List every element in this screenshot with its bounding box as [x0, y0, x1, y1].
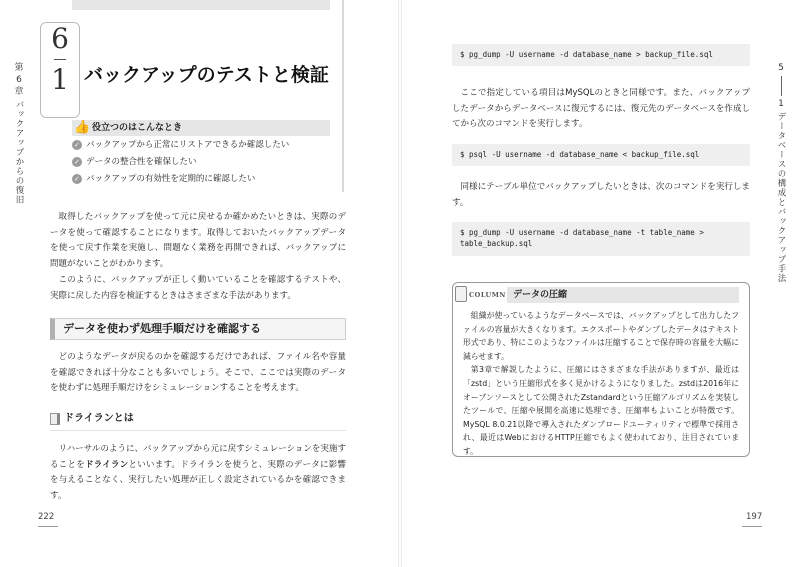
header-bar — [72, 0, 330, 10]
useful-item-text: バックアップの有効性を定期的に確認したい — [86, 174, 256, 184]
code-block-table-dump: $ pg_dump -U username -d database_name -t table_name > table_backup.sql — [452, 222, 750, 256]
code-block-pg-dump: $ pg_dump -U username -d database_name > backup_file.sql — [452, 44, 750, 66]
useful-heading-text: 役立つのはこんなとき — [92, 123, 183, 133]
dryrun-text-b: といいます。ドライランを使うと、実際のデータに影響を与えることなく、実行したい処理が正しく設定されているかを確認できます。 — [50, 459, 346, 501]
code-block-psql: $ psql -U username -d database_name < backup_file.sql — [452, 144, 750, 166]
sub-heading-rule — [50, 430, 346, 431]
page-number-left: 222 — [38, 512, 55, 522]
coffee-cup-icon — [455, 286, 467, 302]
useful-item — [72, 172, 330, 187]
useful-item-text: バックアップから正常にリストアできるか確認したい — [86, 140, 290, 150]
column-body — [463, 309, 739, 459]
thumbs-up-icon: 👍 — [74, 120, 91, 135]
sub-heading-text: ドライランとは — [64, 413, 134, 424]
side-number-bottom: 1 — [778, 99, 784, 109]
column-header — [453, 287, 749, 305]
sub-heading — [50, 411, 134, 427]
useful-box — [72, 120, 330, 187]
check-icon: ✓ — [72, 174, 82, 184]
side-tab-divider — [781, 76, 782, 96]
right-paragraph-2: 同様にテーブル単位でバックアップしたいときは、次のコマンドを実行します。 — [452, 182, 750, 208]
column-paragraph-1: 組織が使っているようなデータベースでは、バックアップとして出力したファイルの容量が大きくなります。エクスポートやダンプしたデータはテキスト形式であり、特にこのようなファイルは圧縮することで保存時の容量を大幅に減らせます。 — [463, 311, 739, 361]
intro-paragraph-1: 取得したバックアップを使って元に戻せるか確かめたいときは、実際のデータを使って確認することになります。取得しておいたバックアップデータを使って戻す作業を実施し、問題なく業務を再開できれば、バックアップに問題がないことがわかります。 — [50, 212, 346, 269]
column-title: データの圧縮 — [507, 287, 739, 303]
page-number-underline — [38, 526, 58, 527]
chapter-prefix: 第 — [14, 63, 24, 73]
useful-item — [72, 155, 330, 170]
right-paragraph-1: ここで指定している項目はMySQLのときと同様です。また、バックアップしたデータからデータベースに復元するには、復元先のデータベースを作成してから次のコマンドを実行します。 — [452, 88, 750, 129]
section-number-divider — [54, 59, 66, 60]
chapter-number: 6 — [16, 75, 22, 85]
section-number-top: 6 — [51, 22, 69, 55]
page-number-right: 197 — [746, 512, 763, 522]
chapter-side-tab — [10, 62, 28, 205]
heading-marker-icon — [50, 413, 60, 425]
right-side-tab — [772, 62, 790, 283]
intro-paragraph-2: このように、バックアップが正しく動いていることを確認するテストや、実際に戻した内容を検証するときはさまざまな手法があります。 — [50, 275, 346, 301]
column-label: COLUMN — [469, 291, 506, 299]
section-number-bottom: 1 — [51, 63, 69, 96]
useful-item — [72, 138, 330, 153]
section-paragraph: どのようなデータが戻るのかを確認するだけであれば、ファイル名や容量を確認できれば十分なことも多いでしょう。そこで、ここでは実際のデータを使わずに処理手順だけをシミュレーションすることを考えます。 — [50, 352, 346, 393]
dryrun-paragraph — [50, 442, 346, 504]
chapter-suffix: 章 — [14, 87, 24, 97]
side-vertical-title: データベースの構成とバックアップ手法 — [776, 112, 786, 283]
dryrun-text-a: リハーサルのように、バックアップから元に戻すシミュレーションを実施することを — [50, 444, 346, 470]
section-heading: データを使わず処理手順だけを確認する — [50, 318, 346, 340]
useful-heading — [72, 120, 330, 136]
section-title: バックアップのテストと検証 — [84, 64, 329, 86]
side-number-top: 5 — [778, 63, 784, 73]
chapter-vertical-title: バックアップからの復旧 — [14, 100, 24, 205]
check-icon: ✓ — [72, 140, 82, 150]
check-icon: ✓ — [72, 157, 82, 167]
useful-item-text: データの整合性を確保したい — [86, 157, 197, 167]
section-number-box — [40, 22, 80, 118]
page-number-underline — [742, 526, 762, 527]
column-paragraph-2: 第3章で解説したように、圧縮にはさまざまな手法がありますが、最近は「zstd」という圧縮形式を多く見かけるようになりました。zstdは2016年にオープンソースとして公開されたZstandardという圧縮アルゴリズムを実装したツールで、圧縮や展開を高速に処理でき、圧縮率もよいことが特徴です。MySQL 8.0.21以降で導入されたダンプロードユーティリティで標準で採用され、最近はWebにおけるHTTP圧縮でもよく使われており、注目されています。 — [463, 365, 739, 456]
column-box — [452, 282, 750, 457]
dryrun-term: ドライラン — [85, 459, 129, 470]
